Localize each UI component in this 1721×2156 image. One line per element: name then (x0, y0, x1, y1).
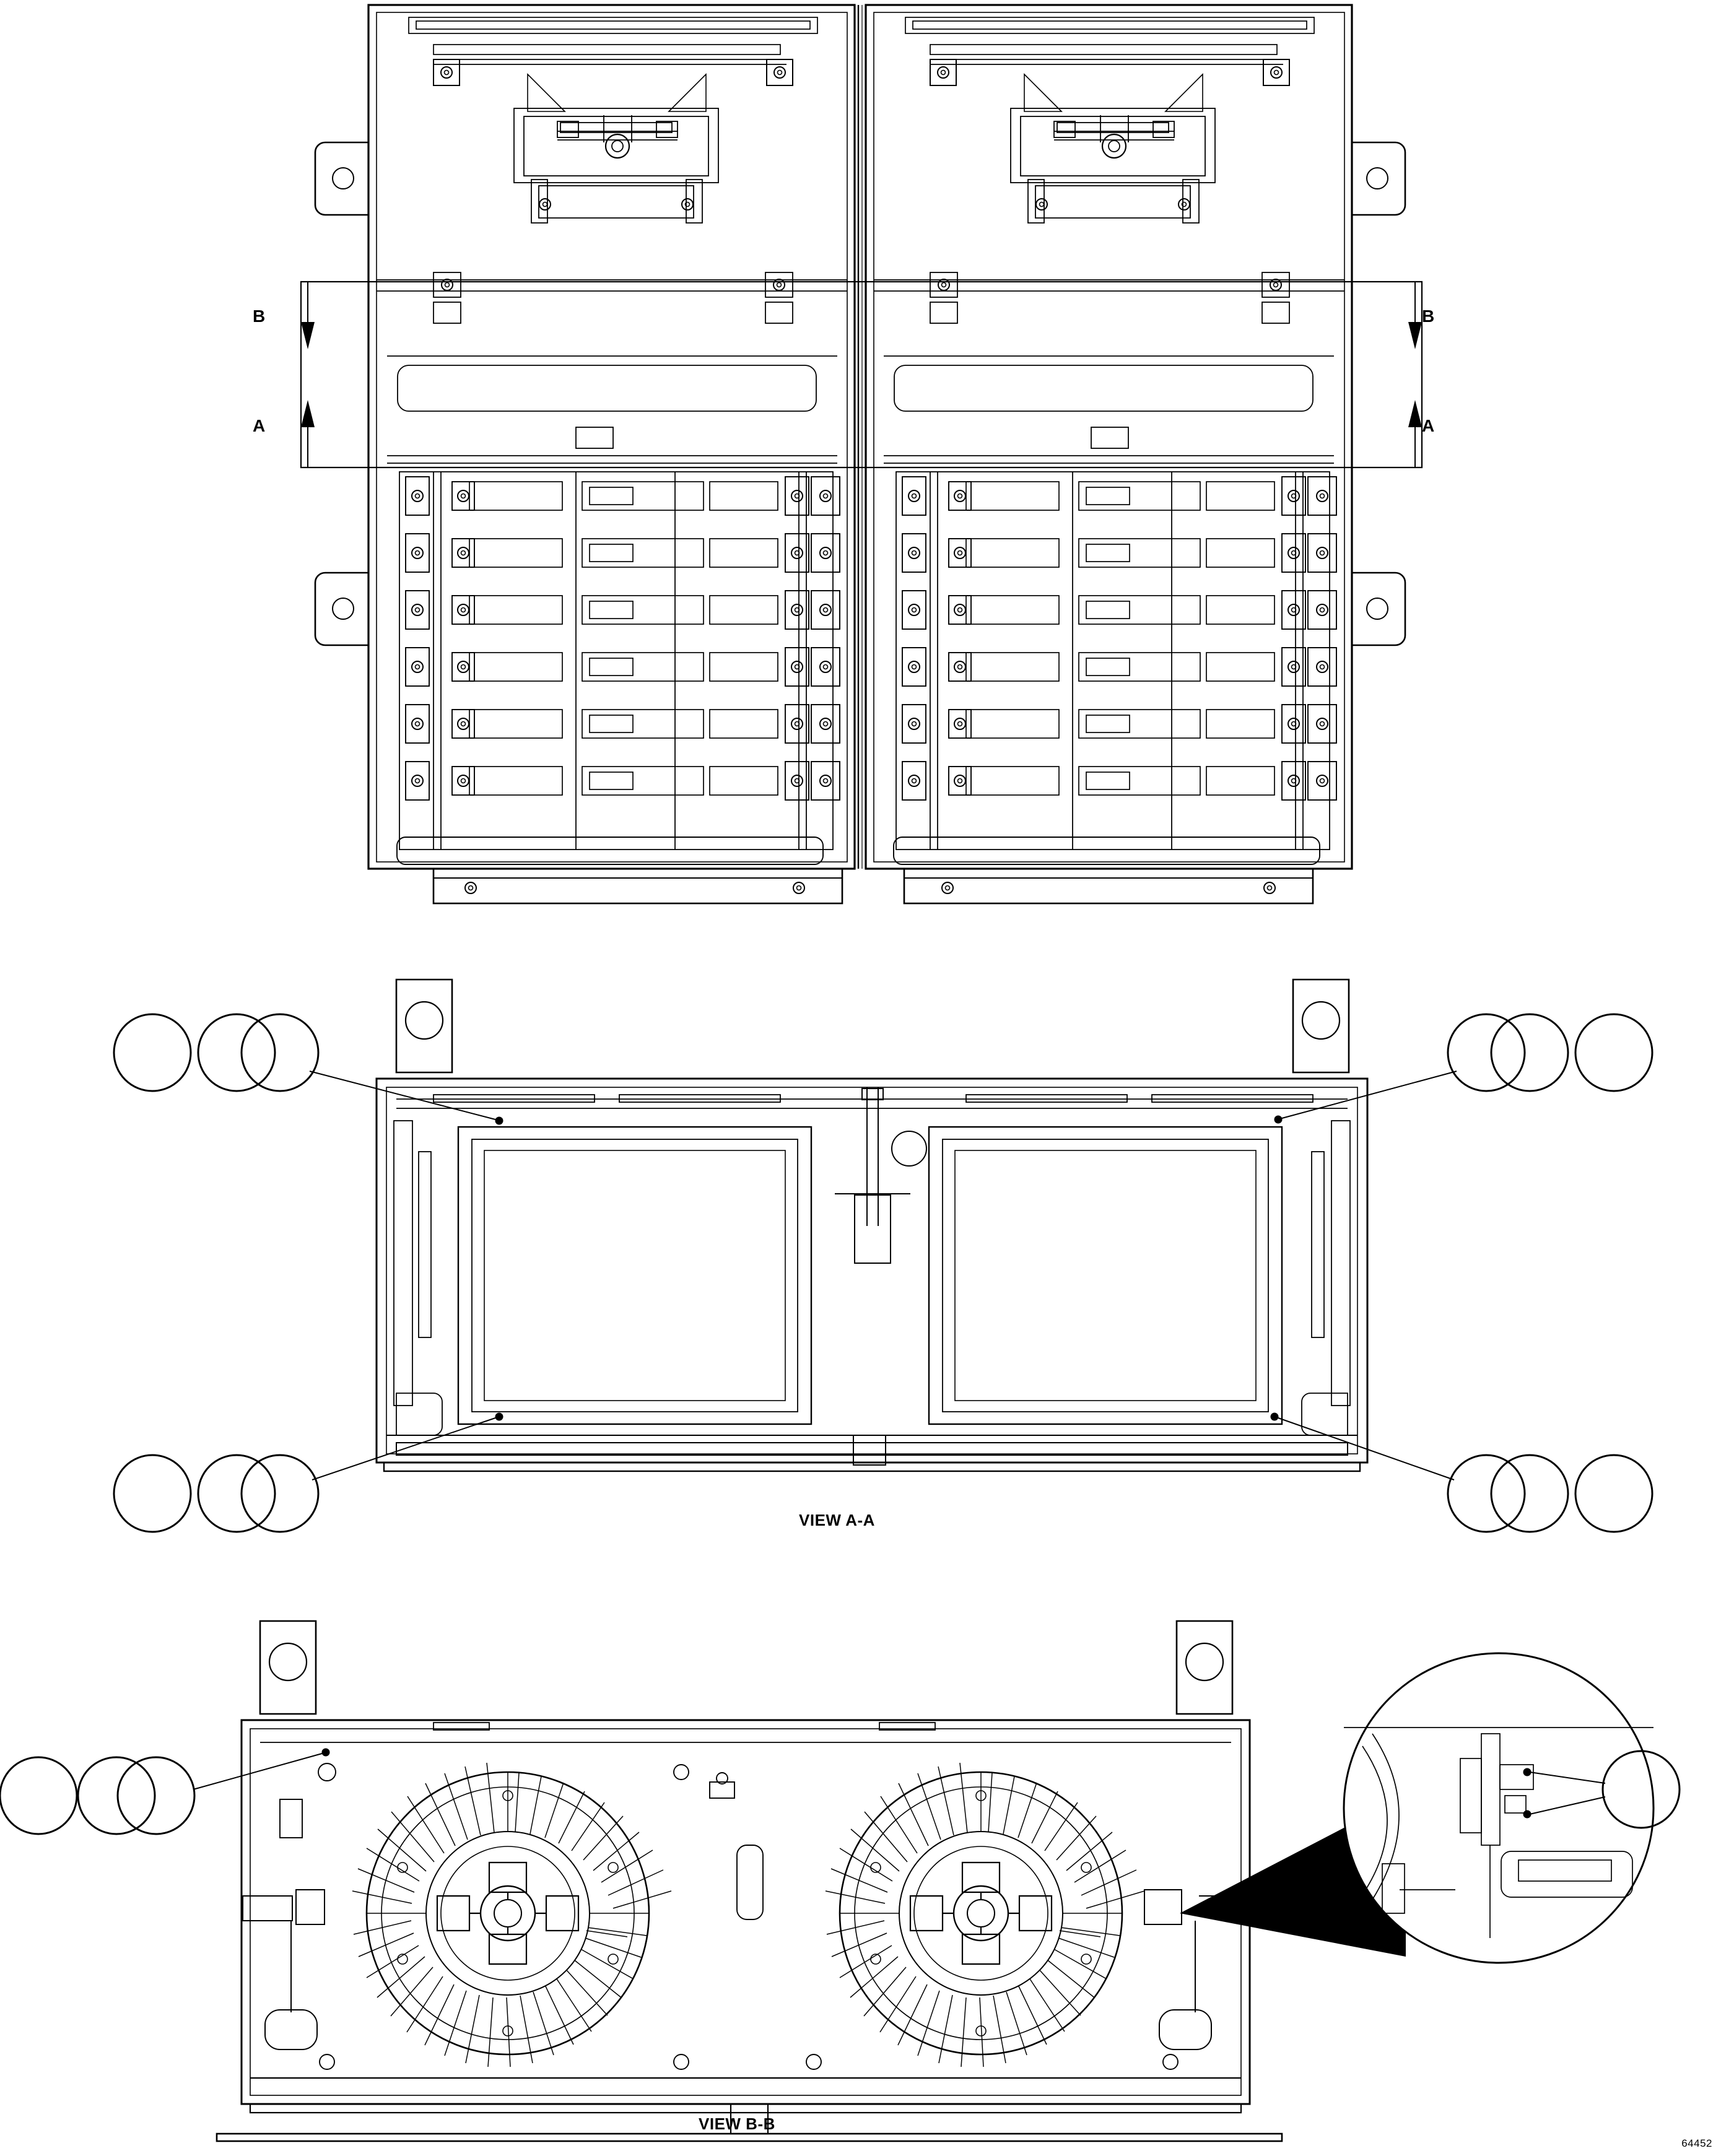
section-label-b-left: B (253, 306, 266, 326)
view-aa-group (114, 980, 1652, 1532)
section-label-b-right: B (1422, 306, 1435, 326)
view-bb-caption: VIEW B-B (699, 2115, 775, 2133)
view-aa-caption: VIEW A-A (799, 1511, 875, 1529)
top-view-group (301, 5, 1422, 903)
balloon-group-aa-lower-right (1271, 1413, 1652, 1532)
balloon-group-aa-lower-left (114, 1413, 503, 1532)
section-label-a-right: A (1422, 416, 1435, 435)
balloon-group-aa-upper-right (1274, 1014, 1652, 1123)
view-bb-group (0, 1621, 1680, 2141)
fan-assembly-left (352, 1763, 671, 2067)
sheet-code: 64452 (1681, 2137, 1712, 2149)
section-label-a-left: A (253, 416, 266, 435)
fan-assembly-right (826, 1763, 1144, 2067)
detail-magnifier-bb (1180, 1653, 1680, 1963)
